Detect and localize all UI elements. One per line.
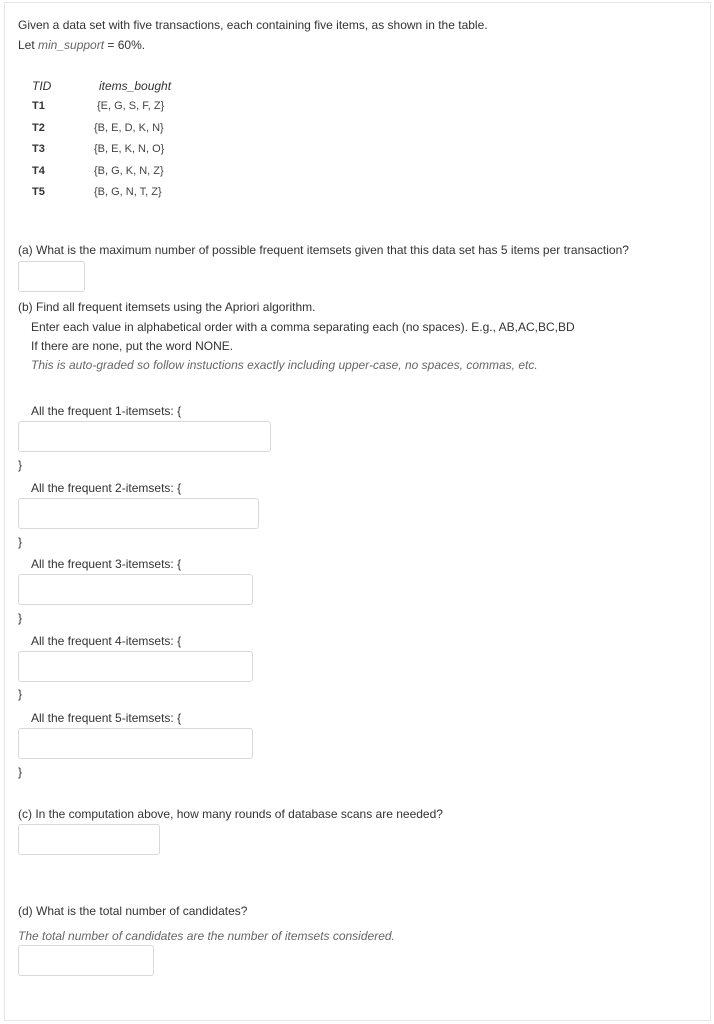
autograde-note: This is auto-graded so follow instuctions exactly including upper-case, no spaces, commas, etc.: [31, 358, 538, 372]
table-cell-tid: T3: [32, 143, 45, 155]
itemset-1-input[interactable]: [18, 421, 271, 452]
min-support-text: [18, 37, 145, 53]
question-c: (c) In the computation above, how many rounds of database scans are needed?: [18, 807, 443, 821]
instruction-none: If there are none, put the word NONE.: [31, 339, 234, 353]
answer-d-input[interactable]: [18, 945, 154, 976]
question-a: (a) What is the maximum number of possible frequent itemsets given that this data set has 5 items per transaction?: [18, 243, 629, 257]
min-support-suffix: = 60%.: [104, 38, 146, 52]
table-cell-items: {E, G, S, F, Z}: [97, 100, 165, 112]
itemset-2-input[interactable]: [18, 498, 259, 529]
instruction-format: Enter each value in alphabetical order with a comma separating each (no spaces). E.g., AB,AC,BC,BD: [31, 320, 575, 334]
itemset-1-label: All the frequent 1-itemsets: {: [31, 404, 182, 418]
table-cell-items: {B, E, K, N, O}: [94, 143, 165, 155]
itemset-2-close-brace: }: [18, 535, 23, 549]
intro-text: Given a data set with five transactions, each containing five items, as shown in the table.: [18, 18, 488, 32]
question-d: (d) What is the total number of candidates?: [18, 904, 248, 918]
itemset-1-close-brace: }: [18, 458, 23, 472]
itemset-3-close-brace: }: [18, 611, 23, 625]
itemset-3-input[interactable]: [18, 574, 253, 605]
itemset-3-label: All the frequent 3-itemsets: {: [31, 557, 182, 571]
itemset-4-input[interactable]: [18, 651, 253, 682]
table-cell-items: {B, G, K, N, Z}: [94, 165, 164, 177]
table-cell-tid: T4: [32, 165, 45, 177]
itemset-4-label: All the frequent 4-itemsets: {: [31, 634, 182, 648]
table-cell-items: {B, G, N, T, Z}: [94, 186, 162, 198]
answer-c-input[interactable]: [18, 824, 160, 855]
table-cell-tid: T5: [32, 186, 45, 198]
min-support-variable: min_support: [38, 38, 105, 52]
itemset-5-label: All the frequent 5-itemsets: {: [31, 711, 182, 725]
itemset-2-label: All the frequent 2-itemsets: {: [31, 481, 182, 495]
candidates-note: The total number of candidates are the number of itemsets considered.: [18, 929, 395, 943]
table-header-items: items_bought: [99, 79, 172, 93]
itemset-5-close-brace: }: [18, 765, 23, 779]
table-cell-items: {B, E, D, K, N}: [94, 122, 164, 134]
table-cell-tid: T2: [32, 122, 45, 134]
table-header-tid: TID: [32, 79, 52, 93]
itemset-5-input[interactable]: [18, 728, 253, 759]
min-support-prefix: Let: [18, 38, 39, 52]
answer-a-input[interactable]: [18, 261, 85, 292]
question-b: (b) Find all frequent itemsets using the Apriori algorithm.: [18, 300, 316, 314]
table-cell-tid: T1: [32, 100, 45, 112]
itemset-4-close-brace: }: [18, 687, 23, 701]
